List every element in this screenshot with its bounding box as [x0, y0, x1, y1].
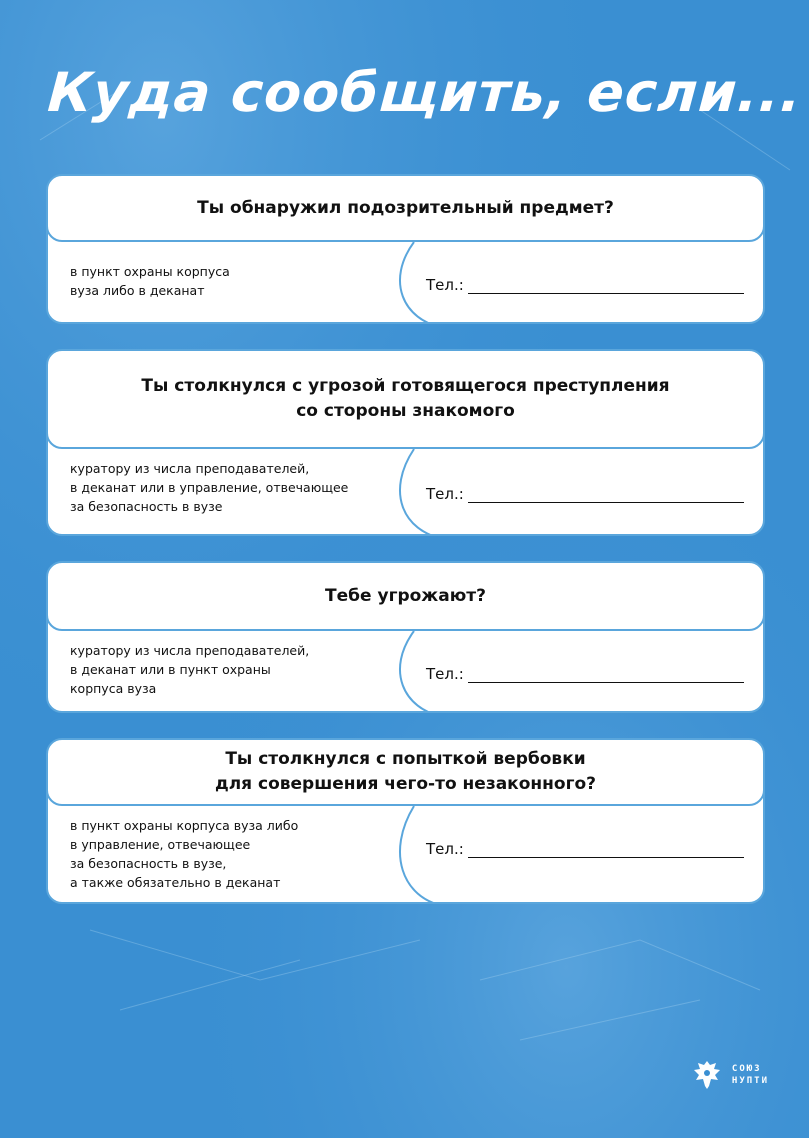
card-answer: в пункт охраны корпуса вуза либо в управление, отвечающее за безопасность в вузе, а также обязательно в деканат: [70, 818, 299, 890]
card-answer: куратору из числа преподавателей, в деканат или в пункт охраны корпуса вуза: [70, 643, 310, 696]
card-divider-arc: [384, 447, 444, 536]
question-text: Ты обнаружил подозрительный предмет?: [197, 197, 614, 218]
phone-label: Тел.:: [426, 665, 464, 683]
question-text: Тебе угрожают?: [325, 585, 486, 606]
info-card-threatened: [46, 561, 765, 713]
phone-field[interactable]: [426, 665, 744, 683]
logo-line-1: СОЮЗ: [731, 1064, 762, 1074]
info-card-recruitment: [46, 738, 765, 904]
phone-field[interactable]: [426, 485, 744, 503]
question-text: Ты столкнулся с попыткой вербовки для совершения чего-то незаконного?: [214, 749, 596, 794]
info-card-suspicious-item: [46, 174, 765, 324]
logo-line-2: НУПТИ: [731, 1076, 769, 1086]
phone-field[interactable]: [426, 276, 744, 294]
card-question: [46, 738, 765, 806]
card-question: [46, 561, 765, 631]
eagle-emblem-icon: [692, 1058, 722, 1092]
card-question: [46, 174, 765, 242]
phone-blank-line: [468, 843, 744, 858]
card-divider-arc: [384, 629, 444, 713]
card-divider-arc: [384, 240, 444, 324]
poster-title: Куда сообщить, если...: [45, 61, 805, 124]
phone-blank-line: [468, 668, 744, 683]
phone-label: Тел.:: [426, 840, 464, 858]
card-question: [46, 349, 765, 449]
info-card-crime-threat: [46, 349, 765, 536]
footer-logo: [692, 1058, 769, 1092]
phone-blank-line: [468, 488, 744, 503]
phone-field[interactable]: [426, 840, 744, 858]
question-text: Ты столкнулся с угрозой готовящегося преступления со стороны знакомого: [141, 376, 670, 421]
phone-label: Тел.:: [426, 485, 464, 503]
phone-blank-line: [468, 279, 744, 294]
card-divider-arc: [384, 804, 444, 904]
card-answer: куратору из числа преподавателей, в деканат или в управление, отвечающее за безопасность в вузе: [70, 461, 349, 514]
card-answer: в пункт охраны корпуса вуза либо в деканат: [70, 264, 230, 298]
phone-label: Тел.:: [426, 276, 464, 294]
